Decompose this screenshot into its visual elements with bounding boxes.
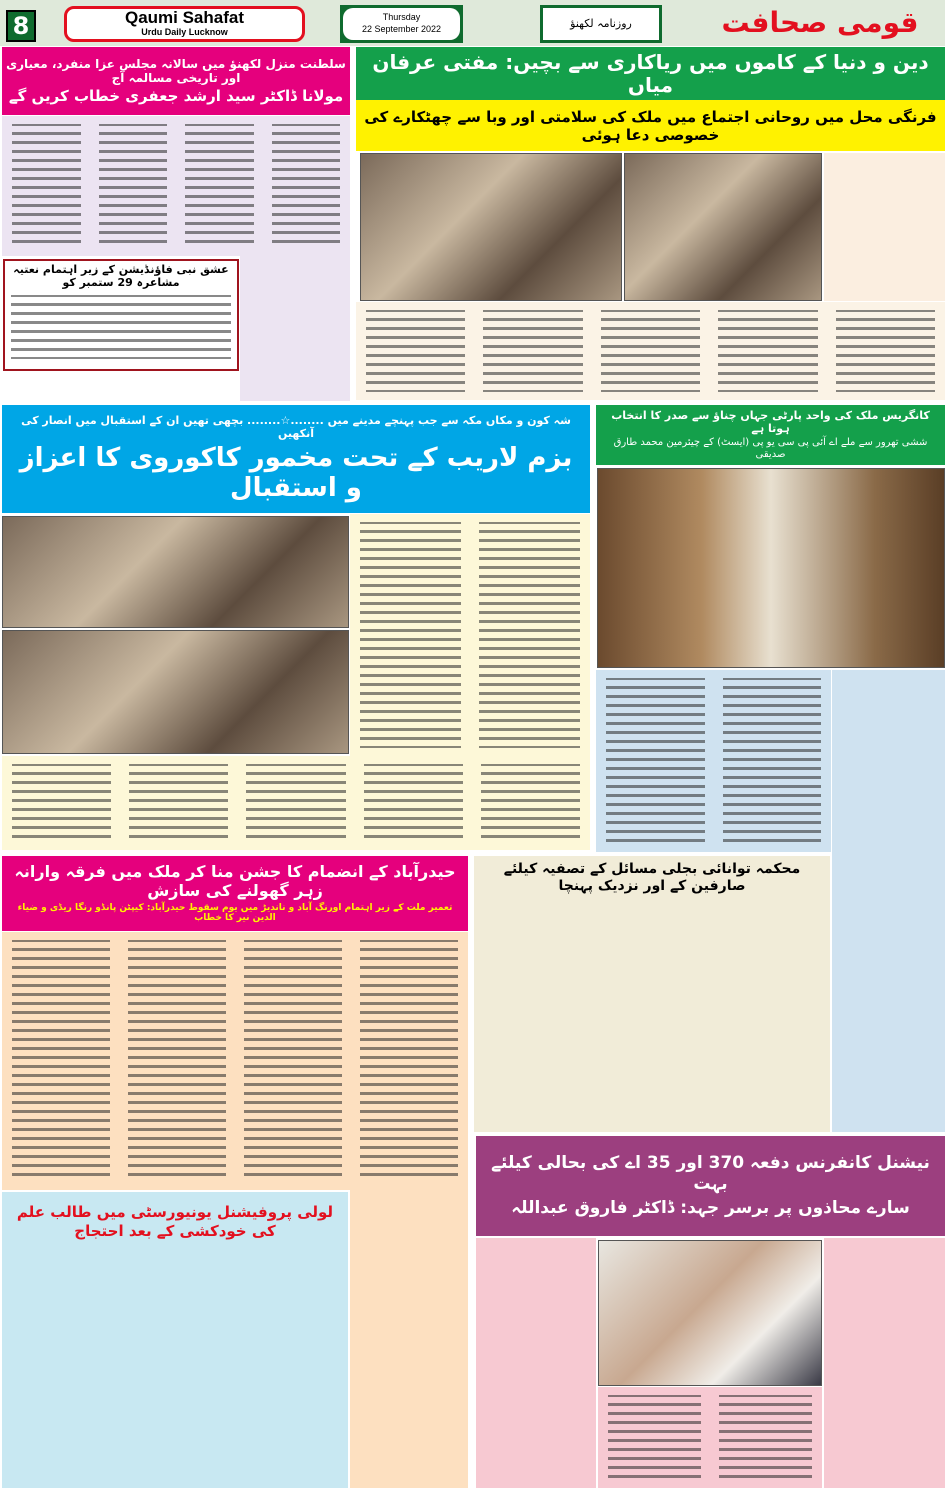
title-en: Qaumi Sahafat	[124, 8, 245, 27]
majlis-subhead: مولانا ڈاکٹر سید ارشد جعفری خطاب کریں گے	[8, 87, 344, 106]
bijli-headline-box	[474, 856, 830, 900]
roznama-box	[540, 5, 662, 43]
congress-photo	[597, 468, 945, 668]
nc-headline: نیشنل کانفرنس دفعہ 370 اور 35 اے کی بحالی کیلئے بہت	[491, 1153, 930, 1194]
mufti-headline-box	[356, 47, 945, 100]
hyderabad-body-cont	[350, 1190, 468, 1488]
hyderabad-headline: حیدرآباد کے انضمام کا جشن منا کر ملک میں فرقہ وارانہ زہر گھولنے کی سازش	[14, 862, 456, 900]
bazm-headline: بزم لاریب کے تحت مخمور کاکوروی کا اعزاز و استقبال	[19, 443, 573, 504]
congress-headline: کانگریس ملک کی واحد پارٹی جہاں چناؤ سے صدر کا انتخاب ہوتا ہے	[611, 408, 930, 435]
bazm-body	[2, 756, 590, 850]
bazm-photo-1	[2, 516, 349, 628]
mushaira-box	[3, 259, 239, 371]
bazm-body-side	[350, 514, 590, 756]
congress-subhead: ششی تھرور سے ملے اے آئی پی سی یو پی (ایسٹ) کے چیئرمین محمد طارق صدیقی	[613, 437, 928, 460]
nc-body-bottom	[598, 1387, 822, 1488]
nc-subhead: سارے محاذوں پر برسر جہد: ڈاکٹر فاروق عبداللہ	[511, 1198, 910, 1219]
mufti-body	[356, 302, 945, 400]
title-urdu: قومی صحافت	[721, 6, 919, 39]
congress-body	[596, 670, 831, 852]
day: Thursday	[382, 12, 421, 22]
mufti-photo-2	[624, 153, 822, 301]
mufti-subhead: فرنگی محل میں روحانی اجتماع میں ملک کی سلامتی اور وبا سے چھٹکارے کی خصوصی دعا ہوئی	[364, 107, 937, 144]
hyderabad-subhead: تعمیر ملت کے زیر اہتمام اورنگ آباد و ناندیڑ میں یوم سقوط حیدرآباد: کیپٹن پانڈو رنگا ریڈی و ضیاء الدین نیر کا خطاب	[17, 903, 453, 924]
subtitle-en: Urdu Daily Lucknow	[141, 27, 228, 37]
bazm-headline-box	[2, 405, 590, 513]
hyderabad-body	[2, 932, 468, 1190]
congress-headline-box	[596, 405, 945, 465]
lpu-headline: لولی پروفیشنل یونیورسٹی میں طالب علم کی خودکشی کے بعد احتجاج	[16, 1203, 334, 1240]
majlis-body	[2, 116, 350, 256]
hyderabad-headline-box	[2, 856, 468, 931]
mufti-body-side	[824, 153, 945, 301]
roznama: روزنامہ لکھنؤ	[543, 8, 659, 40]
majlis-headline-box	[2, 47, 350, 115]
title-box	[64, 6, 305, 42]
bijli-body	[474, 900, 830, 1132]
nc-photo	[598, 1240, 822, 1386]
congress-body-cont	[832, 670, 945, 1132]
date: 22 September 2022	[361, 24, 442, 34]
mushaira-headline: عشق نبی فاؤنڈیشن کے زیر اہتمام نعتیہ مشاعرہ 29 ستمبر کو	[13, 263, 229, 290]
lpu-headline-box	[2, 1192, 348, 1252]
mufti-headline: دین و دنیا کے کاموں میں ریاکاری سے بچیں: مفتی عرفان میاں	[372, 49, 929, 97]
nc-body-left	[476, 1238, 596, 1488]
bazm-photo-2	[2, 630, 349, 754]
mufti-photo-1	[360, 153, 622, 301]
mufti-subhead-box	[356, 100, 945, 151]
majlis-headline: سلطنت منزل لکھنؤ میں سالانہ مجلس عزا منفرد، معیاری اور تاریخی مسالمہ آج	[6, 56, 346, 85]
majlis-body-cont	[240, 256, 350, 401]
page-number: 8	[6, 10, 36, 42]
date-box	[340, 5, 463, 43]
nc-body-right	[824, 1238, 945, 1488]
lpu-body	[2, 1252, 348, 1488]
bazm-kicker: شہ کون و مکاں مکہ سے جب پہنچے مدینے میں ........☆........ بچھی تھیں ان کے استقبال میں انصار کی آنکھیں	[21, 413, 571, 441]
bijli-headline: محکمہ توانائی بجلی مسائل کے تصفیہ کیلئے صارفین کے اور نزدیک پہنچا	[503, 861, 801, 894]
nc-headline-box	[476, 1136, 945, 1236]
